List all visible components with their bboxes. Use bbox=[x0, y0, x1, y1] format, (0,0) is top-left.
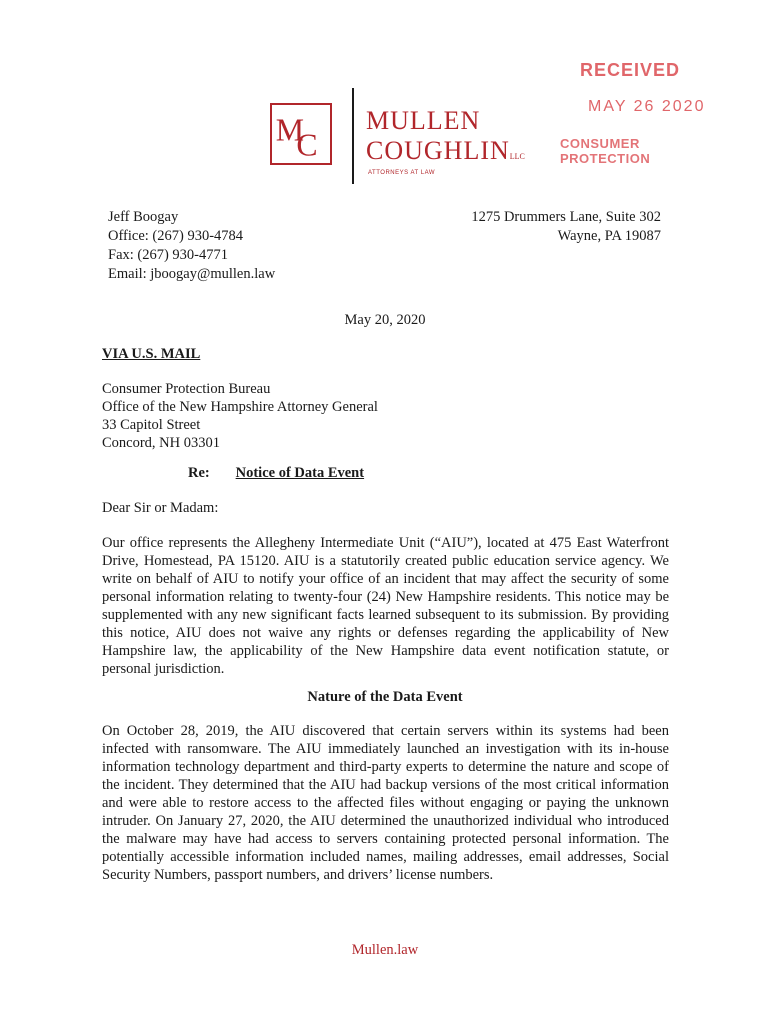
delivery-method: VIA U.S. MAIL bbox=[102, 346, 201, 362]
firm-suffix: LLC bbox=[509, 152, 525, 161]
sender-fax: Fax: (267) 930-4771 bbox=[108, 247, 229, 263]
recipient-line2: Office of the New Hampshire Attorney General bbox=[102, 399, 378, 415]
stamp-date: MAY 26 2020 bbox=[588, 98, 706, 115]
salutation: Dear Sir or Madam: bbox=[102, 500, 219, 516]
address-line2: Wayne, PA 19087 bbox=[557, 228, 661, 244]
section-heading: Nature of the Data Event bbox=[307, 689, 463, 705]
body-paragraph-2: On October 28, 2019, the AIU discovered that certain servers within its systems had been infected with ransomware. The AIU immediately launched an investigation with its in-house information technology department and third-party experts to determine the nature and scope of the incident. They determined that the AIU had backup versions of the most critical information and were able to restore access to the affected files without engaging or paying the unknown intruder. On January 27, 2020, the AIU determined the unauthorized individual who introduced the malware may have had access to servers containing protected personal information. The potentially accessible information included names, mailing addresses, email addresses, Social Security Numbers, passport numbers, and drivers’ license numbers. bbox=[102, 723, 669, 883]
firm-name-line2: COUGHLIN bbox=[366, 136, 510, 165]
recipient-line4: Concord, NH 03301 bbox=[102, 435, 221, 451]
stamp-received-text: RECEIVED bbox=[580, 60, 681, 80]
sender-email: Email: jboogay@mullen.law bbox=[108, 266, 276, 282]
address-line1: 1275 Drummers Lane, Suite 302 bbox=[471, 209, 661, 225]
footer-website: Mullen.law bbox=[351, 942, 419, 958]
svg-text:M: M bbox=[275, 112, 305, 148]
subject-label: Re: bbox=[188, 465, 210, 481]
sender-name: Jeff Boogay bbox=[108, 209, 179, 225]
stamp-department: CONSUMER PROTECTION bbox=[560, 136, 651, 166]
recipient-line3: 33 Capitol Street bbox=[102, 417, 201, 433]
sender-office: Office: (267) 930-4784 bbox=[108, 228, 244, 244]
subject-text: Notice of Data Event bbox=[235, 465, 365, 481]
recipient-address bbox=[102, 380, 378, 452]
firm-tagline: ATTORNEYS AT LAW bbox=[368, 170, 436, 176]
subject-line bbox=[188, 465, 364, 482]
letter-date: May 20, 2020 bbox=[344, 312, 426, 328]
recipient-line1: Consumer Protection Bureau bbox=[102, 381, 271, 397]
firm-logo-monogram bbox=[270, 103, 332, 165]
monogram-icon bbox=[272, 105, 330, 163]
firm-name bbox=[366, 106, 525, 172]
sender-contact bbox=[108, 208, 275, 284]
svg-text:C: C bbox=[296, 127, 318, 163]
body-paragraph-1: Our office represents the Allegheny Intermediate Unit (“AIU”), located at 475 East Waterfront Drive, Homestead, PA 15120. AIU is a statutorily created public education service agency. We write on behalf of AIU to notify your office of an incident that may affect the security of some personal information relating to twenty-four (24) New Hampshire residents. This notice may be supplemented with any new significant facts learned subsequent to its submission. By providing this notice, AIU does not waive any rights or defenses regarding the applicability of New Hampshire law, the applicability of the New Hampshire data event notification statute, or personal jurisdiction. bbox=[102, 535, 669, 677]
letterhead-divider bbox=[352, 88, 354, 184]
firm-name-line1: MULLEN bbox=[366, 106, 481, 135]
firm-address bbox=[471, 208, 661, 246]
